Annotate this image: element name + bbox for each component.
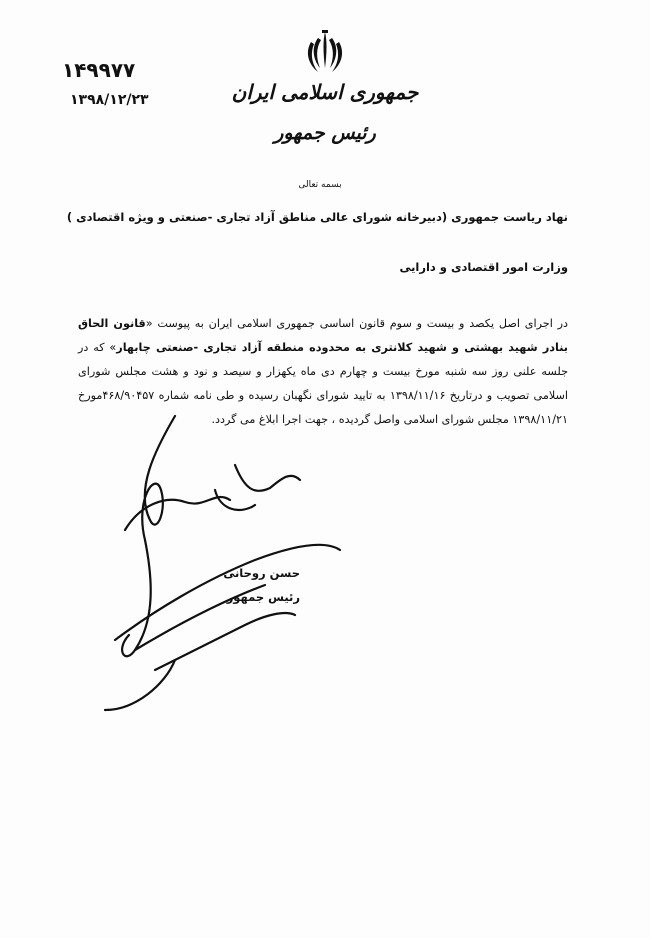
invocation: بسمه تعالی <box>298 180 342 190</box>
signatory-name: حسن روحانی <box>223 566 300 580</box>
signatory-title: رئیس جمهور <box>226 590 300 604</box>
iran-emblem-icon <box>300 28 350 78</box>
header-office-title: رئیس جمهور <box>274 122 376 144</box>
law-title: قانون الحاق بنادر شهید بهشتی و شهید کلانتری به محدوده منطقه آزاد تجاری -صنعتی چابهار <box>78 317 568 354</box>
header-republic-title: جمهوری اسلامی ایران <box>231 80 419 104</box>
letter-number: ۱۴۹۹۷۷ <box>62 58 136 82</box>
cc-line: وزارت امور اقتصادی و دارایی <box>399 260 568 274</box>
recipient-line: نهاد ریاست جمهوری (دبیرخانه شورای عالی مناطق آزاد تجاری -صنعتی و ویژه اقتصادی ) <box>66 210 568 224</box>
body-part-2: » که در جلسه علنی روز سه شنبه مورخ بیست و چهارم دی ماه یکهزار و سیصد و نود و هشت مجلس شورای اسلامی تصویب و درتاریخ ۱۳۹۸/۱۱/۱۶ به تایید شورای نگهبان رسیده و طی نامه شماره ۴۶۸/۹۰۴۵۷مورخ ۱۳۹۸/۱۱/۲۱ مجلس شورای اسلامی واصل گردیده ، جهت اجرا ابلاغ می گردد. <box>78 341 568 426</box>
letter-date: ۱۳۹۸/۱۲/۲۳ <box>70 92 149 108</box>
body-part-1: در اجرای اصل یکصد و بیست و سوم قانون اساسی جمهوری اسلامی ایران به پیوست « <box>145 317 568 330</box>
